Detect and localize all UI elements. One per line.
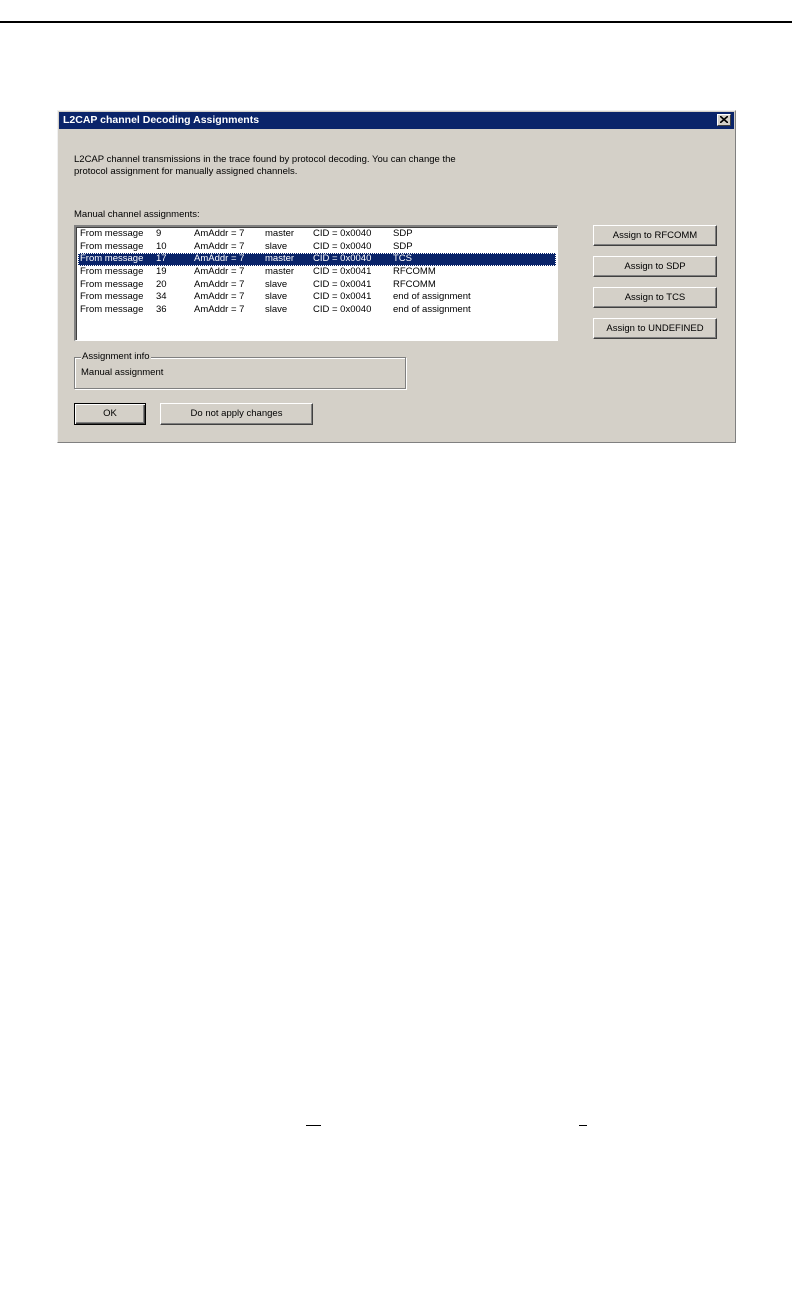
row-cid: CID = 0x0041	[313, 291, 372, 303]
row-message-number: 17	[156, 253, 167, 265]
assignment-info-legend: Assignment info	[82, 351, 150, 362]
assign-rfcomm-button[interactable]: Assign to RFCOMM	[593, 225, 717, 246]
row-from: From message	[80, 240, 144, 252]
row-from: From message	[80, 291, 144, 303]
row-protocol: TCS	[393, 253, 412, 265]
row-role: slave	[265, 291, 288, 303]
l2cap-assignments-dialog	[57, 110, 736, 443]
row-amaddr: AmAddr = 7	[194, 291, 245, 303]
page-top-rule	[0, 21, 792, 23]
close-icon	[720, 116, 728, 123]
row-protocol: end of assignment	[393, 304, 471, 316]
underline-mark	[579, 1125, 587, 1126]
do-not-apply-button[interactable]: Do not apply changes	[160, 403, 313, 425]
row-role: master	[265, 253, 295, 265]
underline-mark	[306, 1125, 321, 1126]
row-cid: CID = 0x0040	[313, 240, 372, 252]
row-message-number: 10	[156, 240, 167, 252]
row-from: From message	[80, 228, 144, 239]
ok-button[interactable]: OK	[74, 403, 146, 425]
assign-sdp-button[interactable]: Assign to SDP	[593, 256, 717, 277]
list-item[interactable]	[78, 291, 556, 304]
row-cid: CID = 0x0040	[313, 228, 372, 239]
row-amaddr: AmAddr = 7	[194, 253, 245, 265]
row-cid: CID = 0x0041	[313, 266, 372, 278]
row-role: slave	[265, 304, 288, 316]
row-message-number: 34	[156, 291, 167, 303]
row-message-number: 36	[156, 304, 167, 316]
assign-tcs-button[interactable]: Assign to TCS	[593, 287, 717, 308]
list-item[interactable]	[78, 241, 556, 254]
assign-undefined-button[interactable]: Assign to UNDEFINED	[593, 318, 717, 339]
list-item[interactable]	[78, 266, 556, 279]
row-protocol: SDP	[393, 228, 413, 239]
row-cid: CID = 0x0041	[313, 278, 372, 290]
dialog-description	[74, 154, 514, 178]
row-cid: CID = 0x0040	[313, 253, 372, 265]
row-role: master	[265, 266, 295, 278]
manual-assignments-list[interactable]	[74, 225, 558, 341]
row-message-number: 19	[156, 266, 167, 278]
dialog-title: L2CAP channel Decoding Assignments	[63, 114, 260, 126]
list-item[interactable]	[78, 279, 556, 292]
list-item[interactable]	[78, 228, 556, 241]
row-message-number: 20	[156, 278, 167, 290]
row-cid: CID = 0x0040	[313, 304, 372, 316]
row-protocol: RFCOMM	[393, 278, 436, 290]
close-button[interactable]	[717, 114, 731, 126]
row-role: slave	[265, 240, 288, 252]
row-amaddr: AmAddr = 7	[194, 304, 245, 316]
title-bar[interactable]	[59, 112, 734, 129]
row-amaddr: AmAddr = 7	[194, 240, 245, 252]
assignment-info-group	[74, 351, 406, 389]
row-from: From message	[80, 253, 144, 265]
row-from: From message	[80, 304, 144, 316]
row-message-number: 9	[156, 228, 162, 239]
description-line: protocol assignment for manually assigned channels.	[74, 166, 298, 177]
list-item-selected[interactable]	[78, 253, 556, 266]
row-amaddr: AmAddr = 7	[194, 278, 245, 290]
row-from: From message	[80, 278, 144, 290]
description-line: L2CAP channel transmissions in the trace found by protocol decoding. You can change the	[74, 154, 456, 165]
row-role: slave	[265, 278, 288, 290]
row-amaddr: AmAddr = 7	[194, 228, 245, 239]
list-item[interactable]	[78, 304, 556, 317]
row-role: master	[265, 228, 295, 239]
assignment-info-value: Manual assignment	[81, 367, 164, 378]
row-protocol: end of assignment	[393, 291, 471, 303]
manual-assignments-label: Manual channel assignments:	[74, 209, 200, 220]
row-protocol: SDP	[393, 240, 413, 252]
row-amaddr: AmAddr = 7	[194, 266, 245, 278]
row-protocol: RFCOMM	[393, 266, 436, 278]
row-from: From message	[80, 266, 144, 278]
